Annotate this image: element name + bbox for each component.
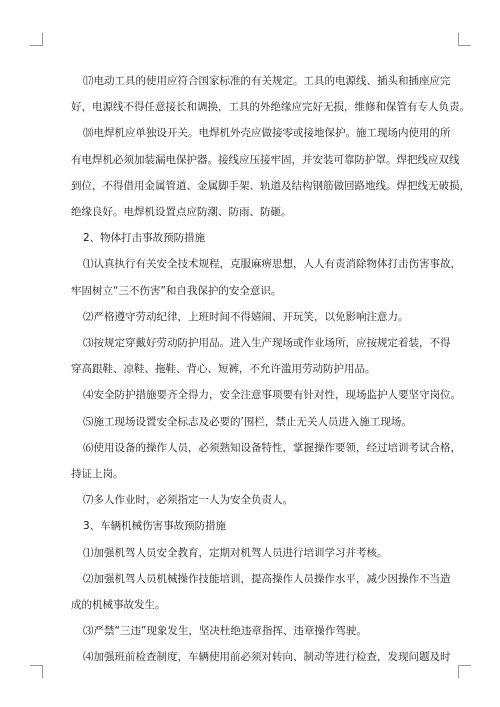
- paragraph-line: ⑷安全防护措施要齐全得力，安全注意事项要有针对性，现场监护人要坚守岗位。: [83, 389, 461, 402]
- paragraph-r2: [71, 566, 451, 618]
- paragraph-line: 穿高跟鞋、凉鞋、拖鞋、背心、短裤，不允许滥用劳动防护用品。: [71, 363, 376, 376]
- paragraph-line: 有电焊机必须加装漏电保护器。接线应压接牢固，并安装可靠防护罩。焊把线应双线: [71, 153, 460, 166]
- paragraph-p18: [71, 120, 470, 225]
- paragraph-line: 绝缘良好。电焊机设置点应防潮、防雨、防砸。: [71, 206, 292, 219]
- paragraph-q3: [71, 330, 451, 382]
- paragraph-line: ⒄电动工具的使用应符合国家标准的有关规定。工具的电源线、插头和插座应完: [83, 75, 451, 87]
- paragraph-line: ⑸施工现场设置安全标志及必要的’围栏，禁止无关人员进入施工现场。: [83, 415, 412, 428]
- paragraph-r3: [77, 618, 447, 644]
- crop-mark-bottom-right: [458, 665, 471, 678]
- paragraph-line: ⑵严格遵守劳动纪律，上班时间不得嬉闹、开玩笑，以免影响注意力。: [83, 310, 409, 323]
- paragraph-line: 2、物体打击事故预防措施: [83, 232, 206, 245]
- paragraph-p17: [71, 68, 470, 120]
- paragraph-line: 好，电源线不得任意接长和调换，工具的外绝缘应完好无损，维修和保管有专人负责。: [71, 101, 470, 114]
- crop-mark-top-left: [30, 33, 43, 46]
- paragraph-q6: [71, 435, 461, 487]
- paragraph-line: ⑴认真执行有关安全技术规程，克服麻痹思想，人人有责消除物体打击伤害事故，: [83, 258, 461, 271]
- paragraph-line: ⑵加强机驾人员机械操作技能培训，提高操作人员操作水平，减少因操作不当造: [83, 572, 451, 585]
- crop-mark-bottom-left: [30, 665, 43, 678]
- paragraph-line: 持证上岗。: [71, 468, 124, 481]
- paragraph-line: ⑶严禁“三违”现象发生，坚决杜绝违章指挥、违章操作驾驶。: [83, 625, 367, 638]
- paragraph-h3: [77, 513, 447, 539]
- paragraph-r1: [77, 540, 447, 566]
- paragraph-q1: [71, 251, 461, 303]
- crop-mark-top-right: [458, 33, 471, 46]
- paragraph-line: ⑶按规定穿戴好劳动防护用品。进入生产现场或作业场所，应按规定着装，不得: [83, 337, 451, 350]
- paragraph-line: ⑴加强机驾人员安全教育，定期对机驾人员进行培训学习并考核。: [83, 546, 388, 559]
- paragraph-q7: [77, 487, 447, 513]
- paragraph-q2: [77, 304, 447, 330]
- paragraph-q5: [77, 409, 447, 435]
- paragraph-r4: [77, 644, 451, 670]
- paragraph-line: ⑹使用设备的操作人员，必须熟知设备特性，掌握操作要领，经过培训考试合格，: [83, 441, 461, 454]
- paragraph-line: ⑷加强班前检查制度，车辆使用前必须对转向、制动等进行检查，发现问题及时: [83, 651, 451, 664]
- paragraph-line: 成的机械事故发生。: [71, 599, 166, 612]
- document-body: [71, 68, 470, 671]
- paragraph-line: 牢固树立“三不伤害”和自我保护的安全意识。: [71, 284, 282, 297]
- paragraph-line: ⒅电焊机应单独设开关。电焊机外壳应做接零或接地保护。施工现场内使用的所: [83, 127, 451, 140]
- paragraph-line: ⑺多人作业时，必须指定一人为安全负责人。: [83, 494, 293, 507]
- paragraph-line: 到位，不得借用金属管道、金属脚手架、轨道及结构钢筋做回路地线。焊把线无破损，: [71, 179, 470, 192]
- paragraph-h2: [77, 225, 447, 251]
- paragraph-q4: [77, 382, 461, 408]
- paragraph-line: 3、车辆机械伤害事故预防措施: [83, 520, 227, 533]
